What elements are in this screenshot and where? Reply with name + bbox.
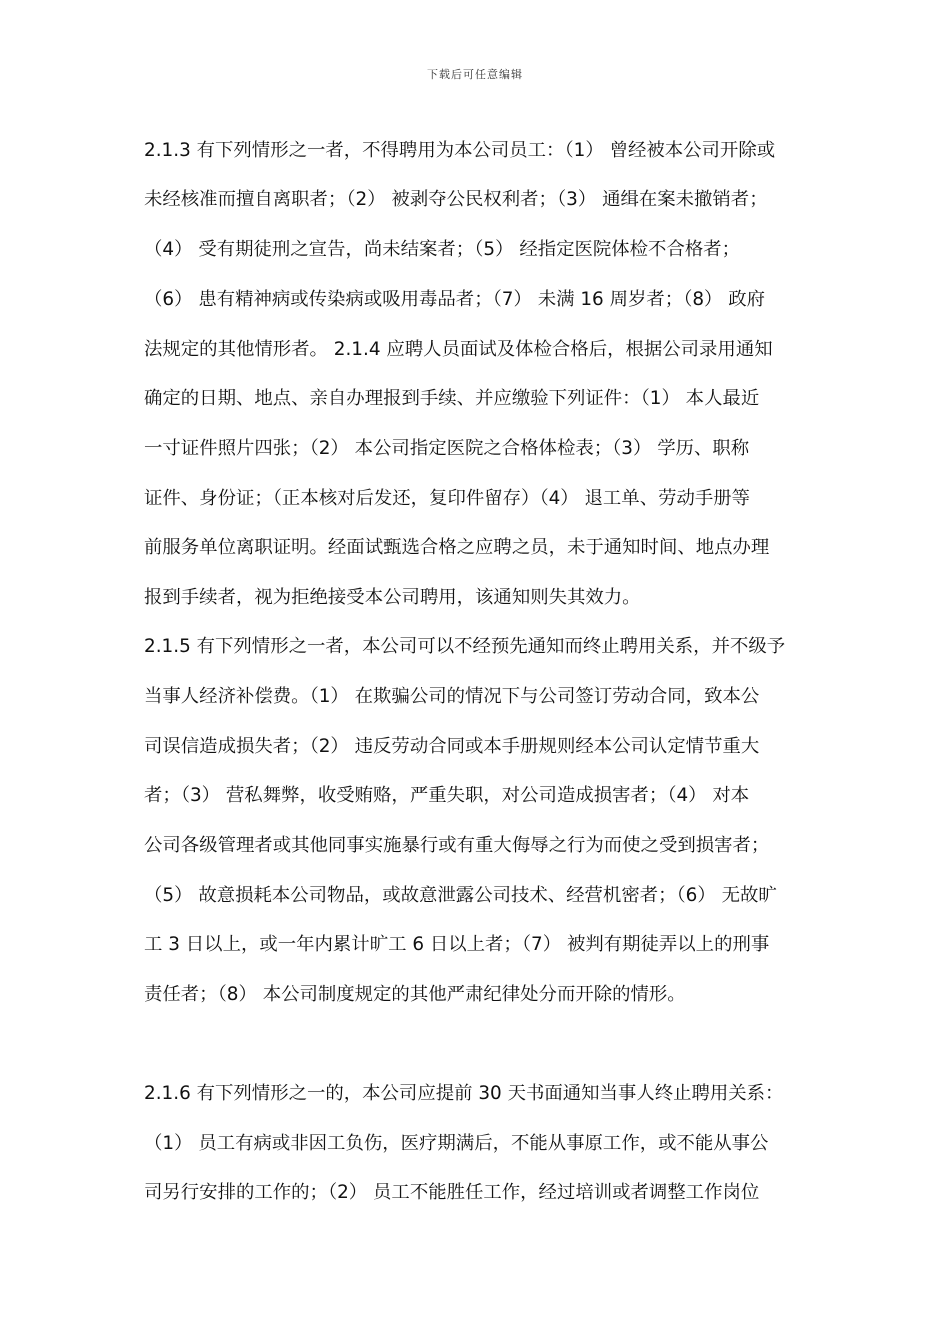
text-line: （4） 受有期徒刑之宣告，尚未结案者；（5） 经指定医院体检不合格者； [144, 239, 741, 260]
text-line: 2.1.6 有下列情形之一的，本公司应提前 30 天书面通知当事人终止聘用关系： [144, 1083, 784, 1104]
text-line: 者；（3） 营私舞弊，收受贿赂，严重失职，对公司造成损害者；（4） 对本 [144, 785, 750, 806]
page-header: 下载后可任意编辑 [427, 68, 523, 81]
text-line: 法规定的其他情形者。 2.1.4 应聘人员面试及体检合格后，根据公司录用通知 [144, 339, 773, 360]
text-line: 公司各级管理者或其他同事实施暴行或有重大侮辱之行为而使之受到损害者； [144, 835, 770, 856]
text-line: 前服务单位离职证明。经面试甄选合格之应聘之员，未于通知时间、地点办理 [144, 537, 770, 558]
text-line: 当事人经济补偿费。（1） 在欺骗公司的情况下与公司签订劳动合同，致本公 [144, 686, 760, 707]
text-line: （1） 员工有病或非因工负伤，医疗期满后，不能从事原工作，或不能从事公 [144, 1133, 769, 1154]
text-line: 证件、身份证；（正本核对后发还，复印件留存）（4） 退工单、劳动手册等 [144, 488, 751, 509]
text-line: 司误信造成损失者；（2） 违反劳动合同或本手册规则经本公司认定情节重大 [144, 736, 760, 757]
text-line: 未经核准而擅自离职者；（2） 被剥夺公民权利者；（3） 通缉在案未撤销者； [144, 189, 768, 210]
text-line: 司另行安排的工作的；（2） 员工不能胜任工作，经过培训或者调整工作岗位 [144, 1182, 760, 1203]
text-line: 2.1.3 有下列情形之一者，不得聘用为本公司员工：（1） 曾经被本公司开除或 [144, 140, 776, 161]
text-line: 一寸证件照片四张；（2） 本公司指定医院之合格体检表；（3） 学历、职称 [144, 438, 750, 459]
text-line: 工 3 日以上，或一年内累计旷工 6 日以上者；（7） 被判有期徒弄以上的刑事 [144, 934, 770, 955]
text-line: 2.1.5 有下列情形之一者，本公司可以不经预先通知而终止聘用关系，并不级予 [144, 636, 786, 657]
text-line: （6） 患有精神病或传染病或吸用毒品者；（7） 未满 16 周岁者；（8） 政府 [144, 289, 766, 310]
text-line: 确定的日期、地点、亲自办理报到手续、并应缴验下列证件：（1） 本人最近 [144, 388, 760, 409]
text-line: （5） 故意损耗本公司物品，或故意泄露公司技术、经营机密者；（6） 无故旷 [144, 885, 777, 906]
text-line: 责任者；（8） 本公司制度规定的其他严肃纪律处分而开除的情形。 [144, 984, 686, 1005]
text-line: 报到手续者，视为拒绝接受本公司聘用，该通知则失其效力。 [144, 587, 641, 608]
